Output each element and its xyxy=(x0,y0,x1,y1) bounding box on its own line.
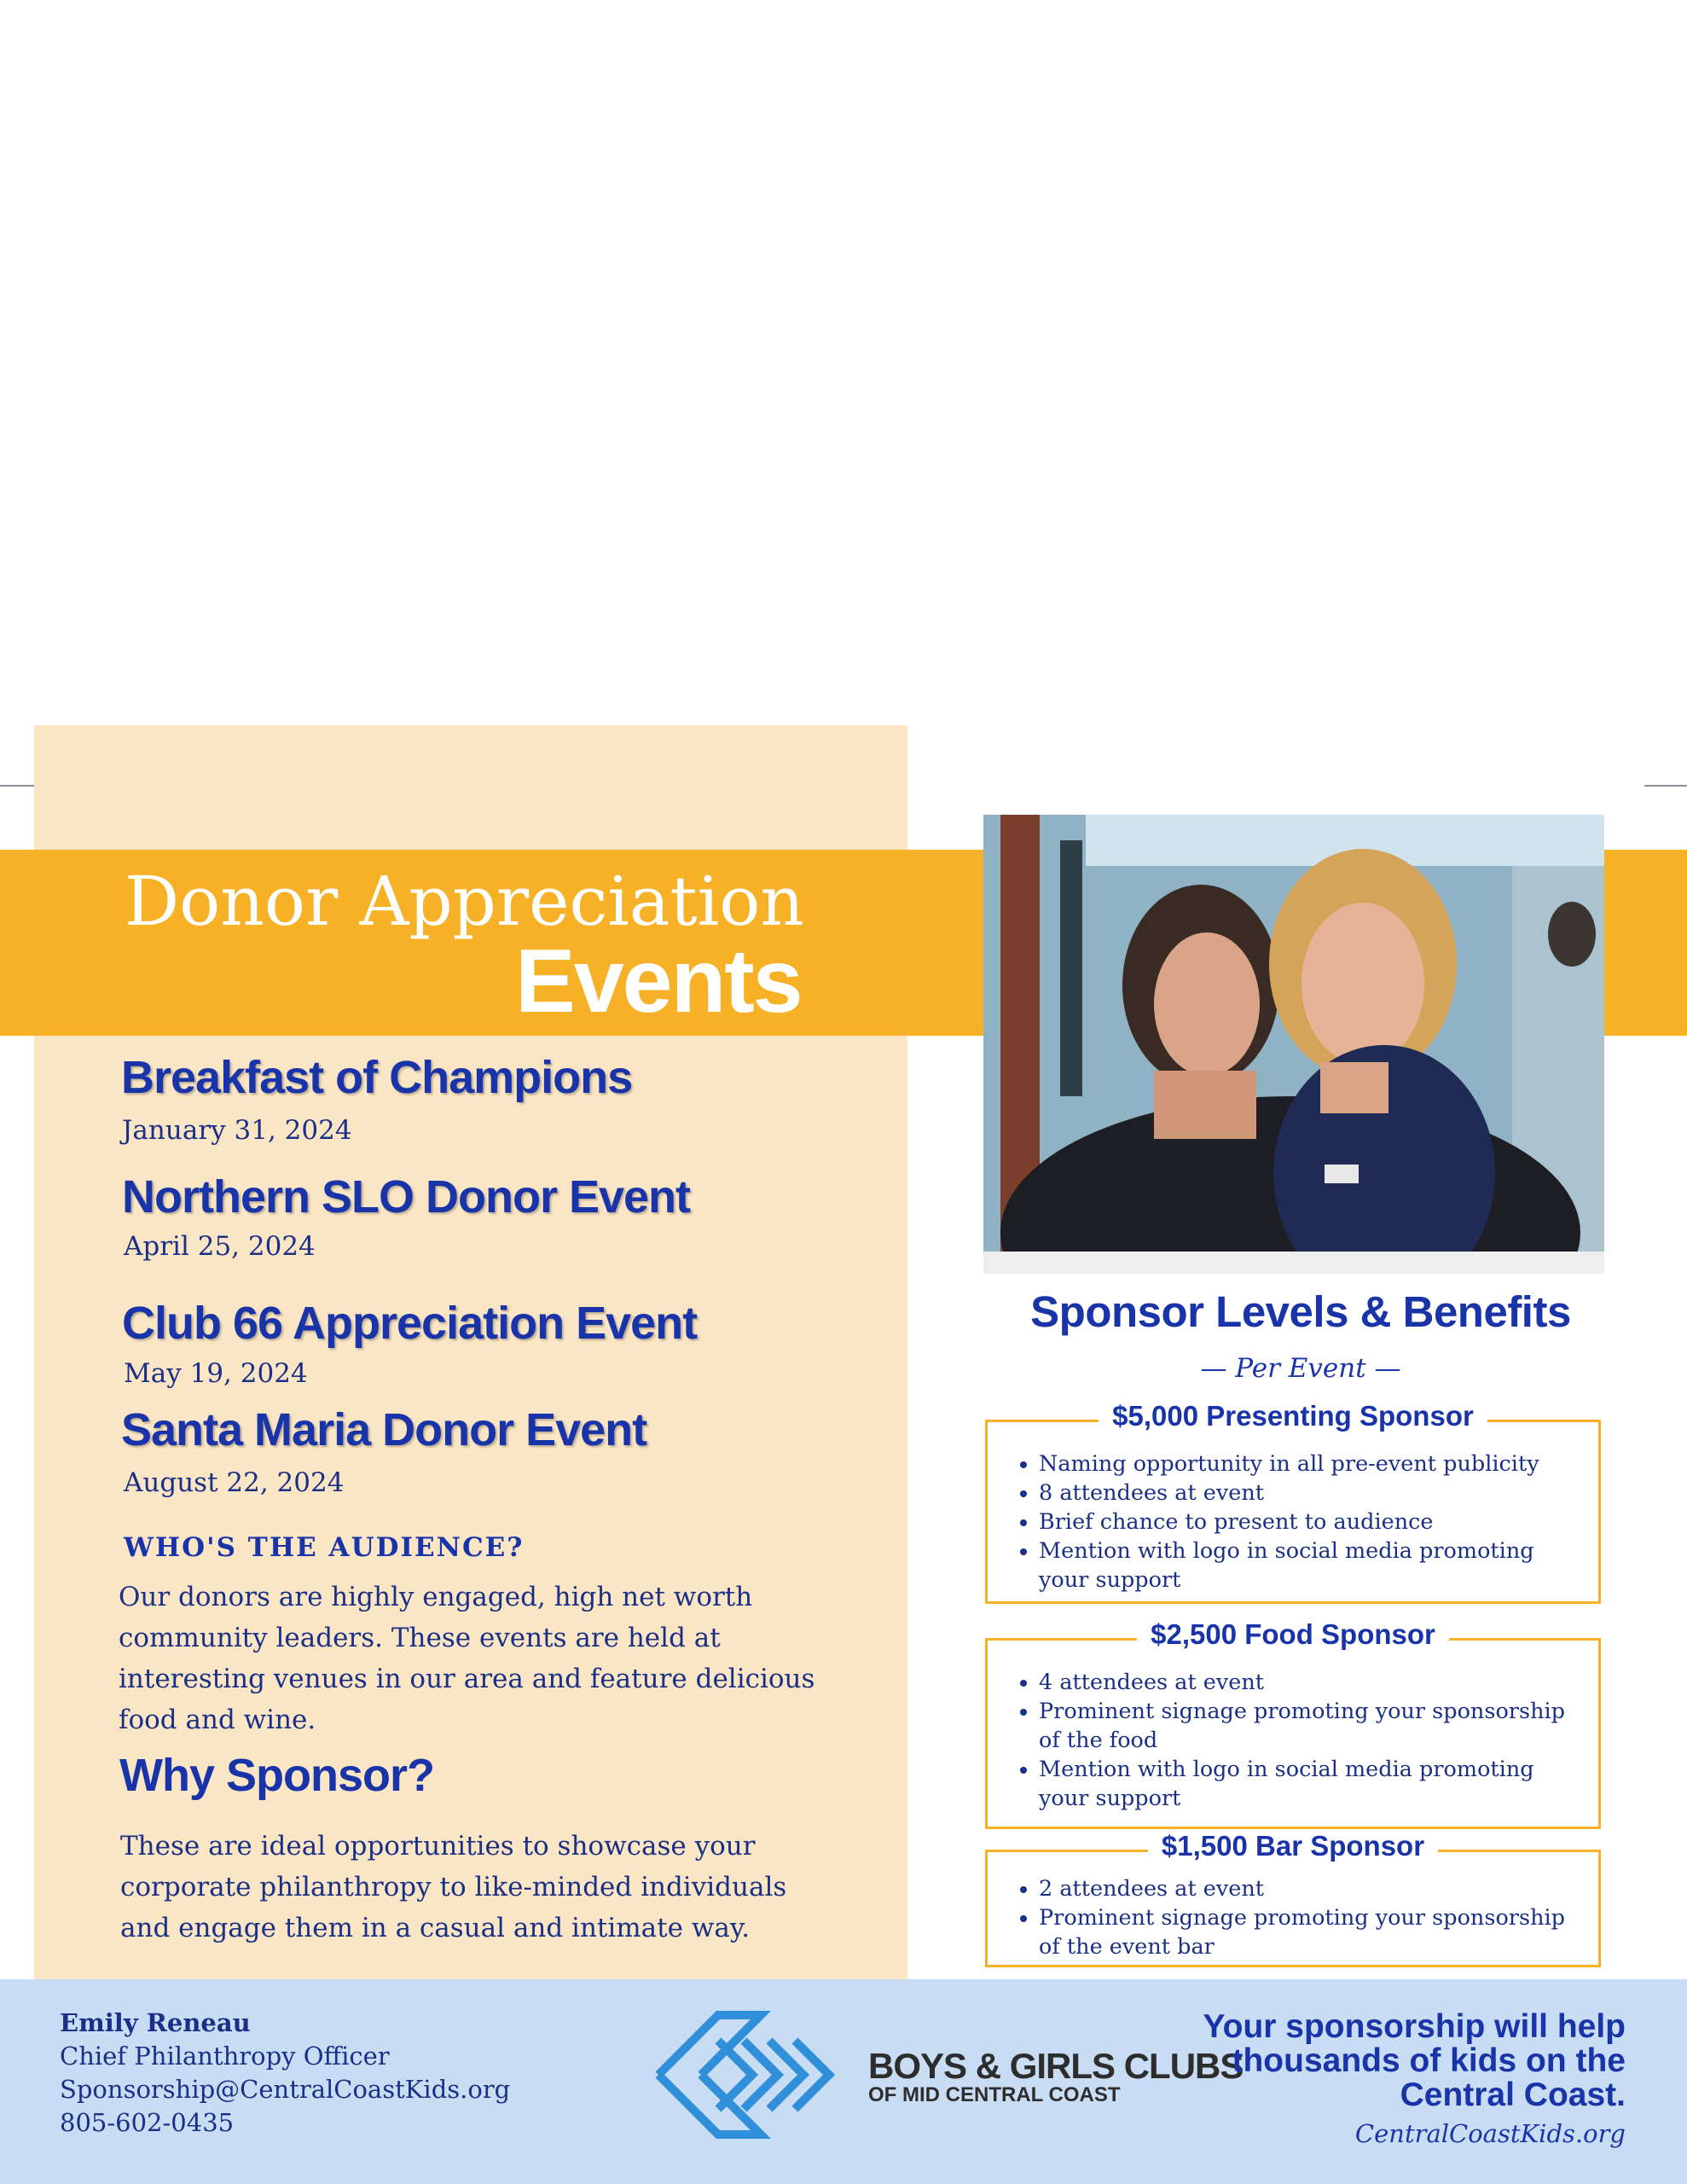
benefit-list xyxy=(988,1668,1598,1813)
footer-tagline: Your sponsorship will help thousands of kids on the Central Coast. xyxy=(1203,2008,1626,2113)
event-name: Northern SLO Donor Event xyxy=(122,1171,691,1223)
title-band-right xyxy=(1595,850,1687,1036)
benefit-item: • Prominent signage promoting your sponsorship of the food xyxy=(1039,1697,1585,1755)
audience-heading: WHO'S THE AUDIENCE? xyxy=(124,1532,525,1563)
sponsor-tier-presenting xyxy=(985,1400,1601,1604)
event-name: Breakfast of Champions xyxy=(121,1052,633,1103)
why-sponsor-text: These are ideal opportunities to showcase your corporate philanthropy to like-minded individuals and engage them in a casual and intimate way. xyxy=(120,1831,787,1943)
tier-heading-wrap xyxy=(988,1830,1598,1862)
website-link[interactable]: CentralCoastKids.org xyxy=(1354,2119,1626,2148)
contact-title: Chief Philanthropy Officer xyxy=(60,2042,390,2071)
donors-photo xyxy=(983,815,1604,1274)
left-divider-line xyxy=(0,785,34,787)
org-name: BOYS & GIRLS CLUBS xyxy=(868,2046,1244,2086)
why-sponsor-heading: Why Sponsor? xyxy=(119,1750,434,1801)
benefit-item: • 4 attendees at event xyxy=(1039,1668,1598,1697)
event-date: January 31, 2024 xyxy=(122,1115,352,1146)
benefit-item: • Prominent signage promoting your sponsorship of the event bar xyxy=(1039,1903,1585,1961)
benefit-item: • Naming opportunity in all pre-event publicity xyxy=(1039,1449,1598,1478)
sponsor-levels-subtitle: — Per Event — xyxy=(1200,1353,1401,1384)
event-name: Santa Maria Donor Event xyxy=(121,1404,647,1455)
sponsor-levels-title: Sponsor Levels & Benefits xyxy=(1030,1287,1571,1336)
page-title-line2: Events xyxy=(515,931,802,1031)
boys-girls-clubs-logo-icon xyxy=(650,2007,855,2143)
sponsor-tier-bar xyxy=(985,1830,1601,1967)
contact-block xyxy=(60,2007,510,2140)
event-name: Club 66 Appreciation Event xyxy=(122,1298,698,1349)
event-date: April 25, 2024 xyxy=(124,1231,316,1262)
page-title-line1: Donor Appreciation xyxy=(125,862,804,941)
tier-heading: $1,500 Bar Sponsor xyxy=(1148,1830,1438,1862)
event-date: May 19, 2024 xyxy=(124,1358,308,1389)
audience-text: Our donors are highly engaged, high net worth community leaders. These events are held at interesting venues in our area and feature delicious food and wine. xyxy=(119,1582,815,1735)
benefit-list xyxy=(988,1449,1598,1594)
benefit-item: • 2 attendees at event xyxy=(1039,1874,1598,1903)
tier-heading-wrap xyxy=(988,1618,1598,1651)
donors-photo-illustration xyxy=(983,815,1604,1274)
contact-phone[interactable]: 805-602-0435 xyxy=(60,2108,235,2137)
tier-heading: $5,000 Presenting Sponsor xyxy=(1099,1400,1487,1432)
benefit-item: • Mention with logo in social media promoting your support xyxy=(1039,1755,1568,1813)
benefit-list xyxy=(988,1874,1598,1961)
contact-name: Emily Reneau xyxy=(60,2008,251,2037)
tier-heading: $2,500 Food Sponsor xyxy=(1137,1618,1449,1650)
benefit-item: • Mention with logo in social media promoting your support xyxy=(1039,1536,1568,1594)
contact-email[interactable]: Sponsorship@CentralCoastKids.org xyxy=(60,2075,511,2104)
right-divider-line xyxy=(1644,785,1687,787)
event-date: August 22, 2024 xyxy=(124,1467,345,1498)
tier-heading-wrap xyxy=(988,1400,1598,1432)
org-subname: OF MID CENTRAL COAST xyxy=(868,2083,1121,2106)
benefit-item: • 8 attendees at event xyxy=(1039,1478,1598,1507)
benefit-item: • Brief chance to present to audience xyxy=(1039,1507,1598,1536)
sponsor-tier-food xyxy=(985,1618,1601,1829)
